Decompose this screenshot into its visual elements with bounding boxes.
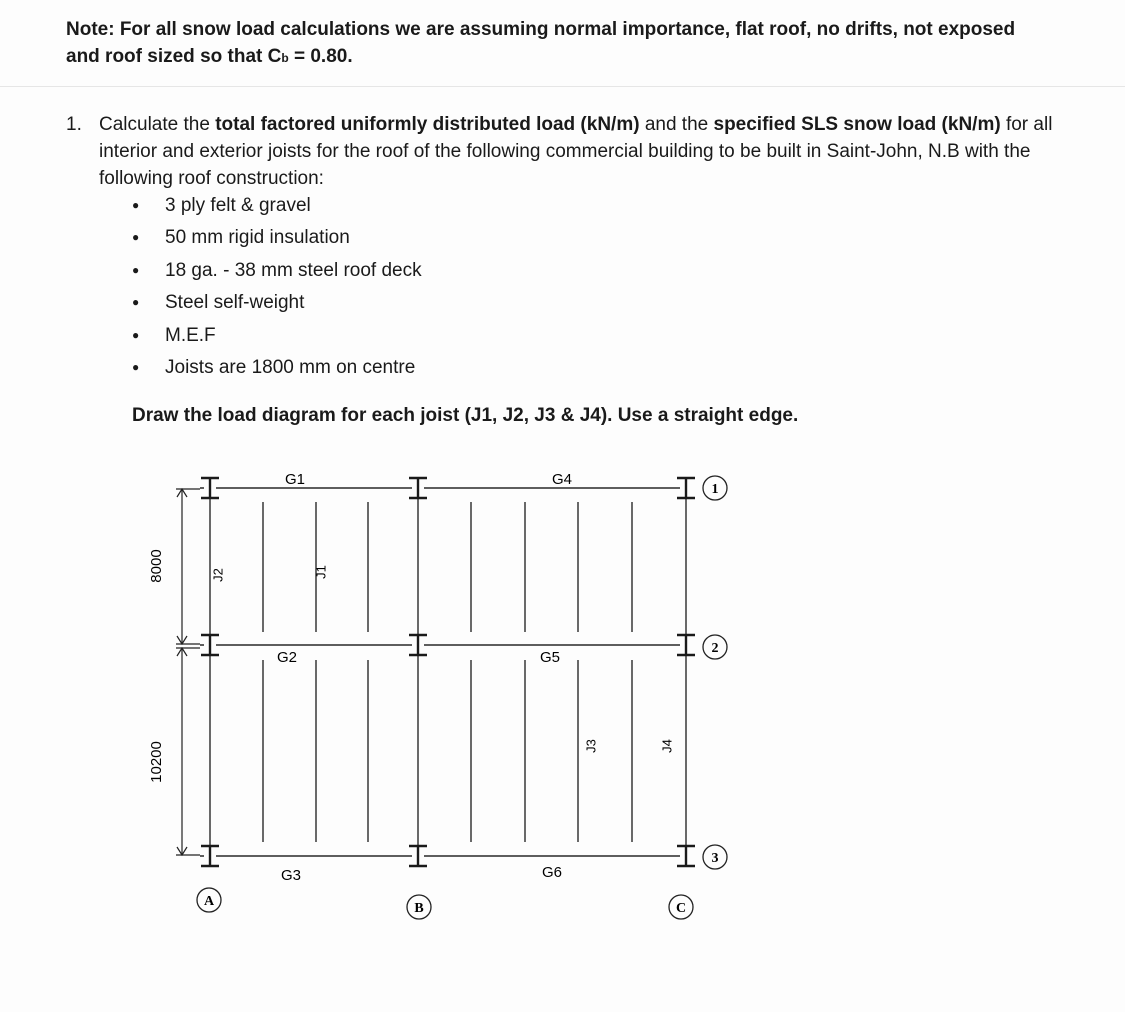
grid-label: 3 (711, 851, 719, 866)
column-i-symbol (200, 478, 226, 498)
joist-label: J3 (583, 739, 599, 753)
question-text-3: for all interior and exterior joists for the roof of the following commercial building to be built in Saint-John, N.B with the following roof construction: (99, 114, 1053, 189)
grid-bubble-col-b (407, 895, 431, 919)
list-item: ● Steel self-weight (132, 289, 422, 321)
joist-label: J4 (659, 739, 675, 753)
note-line-1: Note: For all snow load calculations we are assuming normal importance, flat roof, no drifts, not exposed (66, 19, 1016, 40)
grid-bubble-col-c (669, 895, 693, 919)
grid-label: B (414, 901, 424, 916)
grid-bubble-col-a (197, 888, 221, 912)
girder-label: G2 (276, 649, 298, 666)
list-item: ● 3 ply felt & gravel (132, 192, 422, 224)
grid-bubble-row-2 (703, 635, 727, 659)
note-line-2-prefix: and roof sized so that C (66, 46, 282, 67)
girder-label: G1 (284, 471, 306, 488)
grid-bubble-row-1 (703, 476, 727, 500)
dimension-label: 8000 (147, 549, 165, 583)
column-i-symbol (665, 846, 695, 866)
grid-label: C (675, 901, 687, 916)
column-i-symbol (398, 478, 434, 498)
girder-label: G4 (551, 471, 573, 488)
question-text-2: and the (639, 114, 714, 135)
girder-label: G6 (541, 864, 563, 881)
joist-label: J1 (313, 565, 329, 579)
grid-label: A (203, 894, 215, 909)
column-i-symbol (398, 846, 434, 866)
list-item: ● 50 mm rigid insulation (132, 224, 422, 256)
column-i-symbol (398, 635, 434, 655)
question-text-1: Calculate the (99, 114, 216, 135)
column-i-symbol (200, 846, 226, 866)
grid-label: 2 (711, 641, 719, 656)
question-bold-2: specified SLS snow load (kN/m) (713, 114, 1001, 135)
girder-label: G3 (280, 867, 302, 884)
joist-label: J2 (210, 568, 226, 582)
subscript-b: b (281, 51, 289, 65)
list-item: ● Joists are 1800 mm on centre (132, 354, 422, 386)
draw-instruction: Draw the load diagram for each joist (J1, J2, J3 & J4). Use a straight edge. (132, 405, 799, 426)
girder-label: G5 (539, 649, 561, 666)
question-number: 1. (66, 114, 82, 135)
note-line-2-suffix: = 0.80. (288, 46, 353, 67)
grid-label: 1 (711, 482, 719, 497)
list-item: ● M.E.F (132, 322, 422, 354)
column-i-symbol (200, 635, 226, 655)
grid-bubble-row-3 (703, 845, 727, 869)
dimension-label: 10200 (147, 741, 165, 783)
list-item: ● 18 ga. - 38 mm steel roof deck (132, 257, 422, 289)
column-i-symbol (665, 635, 695, 655)
question-bold-1: total factored uniformly distributed load (kN/m) (215, 114, 640, 135)
column-i-symbol (665, 478, 695, 498)
